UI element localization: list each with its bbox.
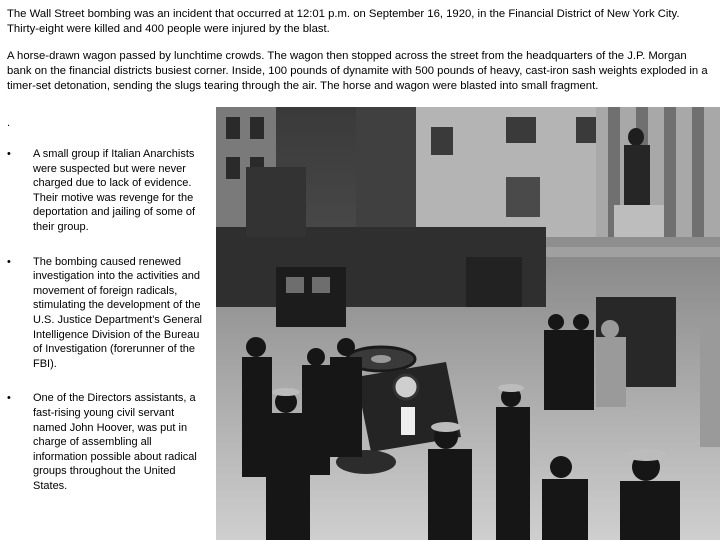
bullet-item [7, 255, 207, 372]
intro-paragraph-2: A horse-drawn wagon passed by lunchtime crowds. The wagon then stopped across the street from the headquarters of the J.P. Morgan bank on the financial districts busiest corner. Inside, 100 pounds of dynamite with 500 pounds of heavy, cast-iron sash weights exploded in a timer-set detonation, sending the slugs tearing through the air. The horse and wagon were blasted into small fragment. [7, 50, 708, 92]
bullet-text: The bombing caused renewed investigation into the activities and movement of foreign radicals, stimulating the development of the U.S. Justice Department's General Intelligence Division of the Bureau of Investigation (forerunner of the FBI). [33, 255, 203, 370]
bullet-icon: • [7, 392, 11, 405]
bullet-icon: • [7, 148, 11, 160]
bullet-item [7, 391, 207, 493]
photo-illustration [216, 107, 720, 540]
bullet-text: One of the Directors assistants, a fast-rising young civil servant named John Hoover, was put in charge of assembling all information possible about radical groups throughout the United States. [33, 392, 197, 492]
intro-paragraph-1: The Wall Street bombing was an incident that occurred at 12:01 p.m. on September 16, 1920, in the Financial District of New York City. Thirty-eight were killed and 400 people were injured by the blast. [7, 8, 680, 35]
bullet-item [7, 147, 207, 235]
bullet-text: A small group if Italian Anarchists were suspected but were never charged due to lack of evidence. Their motive was revenge for the deportation and jailing of some of their group. [33, 148, 196, 233]
bullet-icon: • [7, 255, 11, 268]
bombing-photo [216, 107, 720, 540]
bullet-list [7, 147, 207, 513]
stray-mark: . [7, 117, 11, 129]
